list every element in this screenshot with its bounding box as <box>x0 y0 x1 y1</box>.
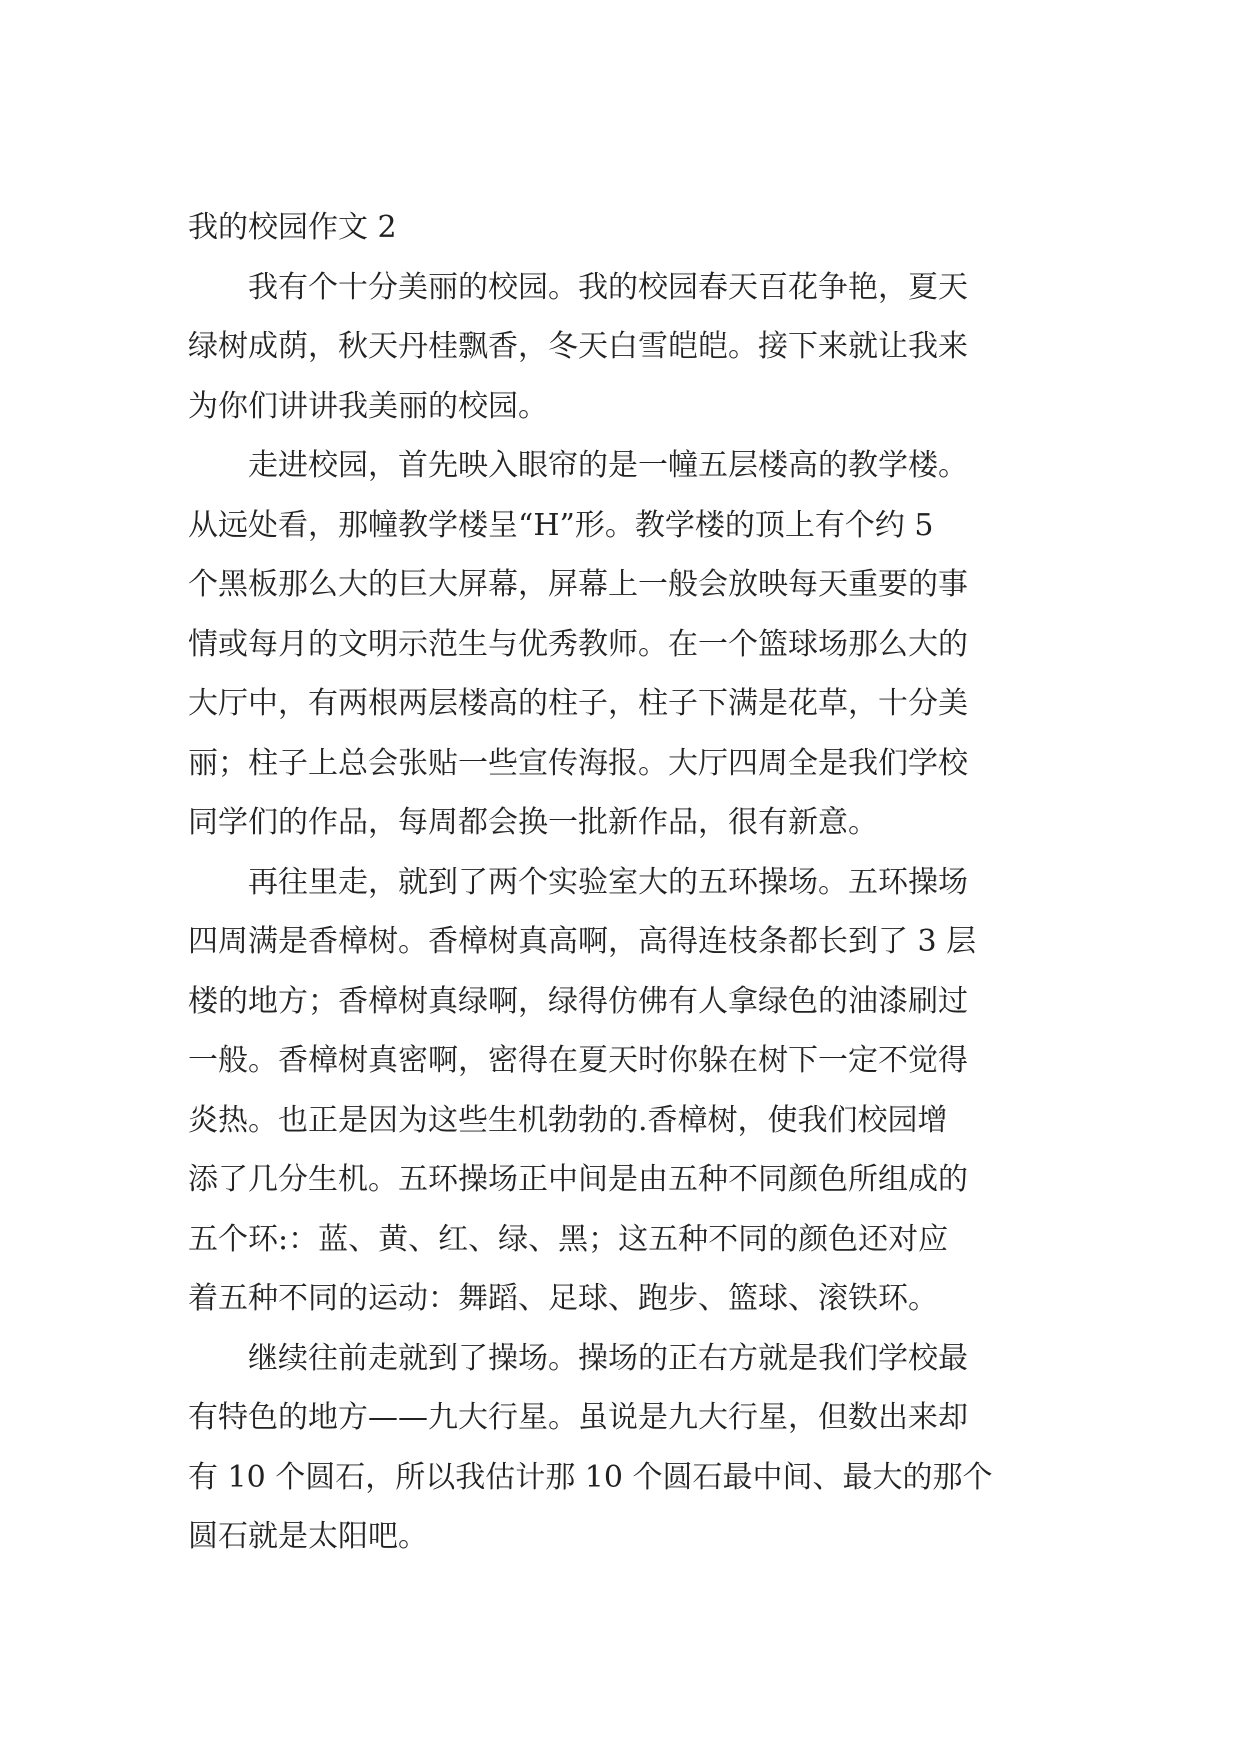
paragraph-2 <box>188 436 1050 853</box>
essay-title: 我的校园作文 2 <box>188 210 397 245</box>
essay-body <box>188 198 1050 1567</box>
text-line: 楼的地方；香樟树真绿啊，绿得仿佛有人拿绿色的油漆刷过 <box>188 983 968 1019</box>
text-line: 一般。香樟树真密啊，密得在夏天时你躲在树下一定不觉得 <box>188 1043 968 1078</box>
text-line: 我有个十分美丽的校园。我的校园春天百花争艳，夏天 <box>248 269 968 305</box>
text-line: 有特色的地方——九大行星。虽说是九大行星，但数出来却 <box>188 1400 968 1435</box>
paragraph-4 <box>188 1329 1050 1567</box>
text-line: 绿树成荫，秋天丹桂飘香，冬天白雪皑皑。接下来就让我来 <box>188 329 968 364</box>
text-line: 继续往前走就到了操场。操场的正右方就是我们学校最 <box>248 1340 968 1376</box>
paragraph-1 <box>188 258 1050 437</box>
text-line: 五个环:：蓝、黄、红、绿、黑；这五种不同的颜色还对应 <box>188 1221 949 1257</box>
text-line: 大厅中，有两根两层楼高的柱子，柱子下满是花草，十分美 <box>188 686 968 721</box>
text-line: 有 10 个圆石，所以我估计那 10 个圆石最中间、最大的那个 <box>188 1459 993 1495</box>
text-line: 再往里走，就到了两个实验室大的五环操场。五环操场 <box>248 864 968 900</box>
text-line: 炎热。也正是因为这些生机勃勃的.香樟树，使我们校园增 <box>188 1102 948 1138</box>
text-line: 个黑板那么大的巨大屏幕，屏幕上一般会放映每天重要的事 <box>188 567 968 602</box>
text-line: 同学们的作品，每周都会换一批新作品，很有新意。 <box>188 805 878 840</box>
text-line: 丽；柱子上总会张贴一些宣传海报。大厅四周全是我们学校 <box>188 745 968 781</box>
text-line: 四周满是香樟树。香樟树真高啊，高得连枝条都长到了 3 层 <box>188 924 977 959</box>
text-line: 着五种不同的运动：舞蹈、足球、跑步、篮球、滚铁环。 <box>188 1281 938 1316</box>
text-line: 情或每月的文明示范生与优秀教师。在一个篮球场那么大的 <box>188 626 968 662</box>
text-line: 添了几分生机。五环操场正中间是由五种不同颜色所组成的 <box>188 1162 968 1197</box>
text-line: 为你们讲讲我美丽的校园。 <box>188 388 548 424</box>
text-line: 圆石就是太阳吧。 <box>188 1519 428 1554</box>
text-line: 走进校园，首先映入眼帘的是一幢五层楼高的教学楼。 <box>248 448 968 483</box>
text-line: 从远处看，那幢教学楼呈“H”形。教学楼的顶上有个约 5 <box>188 507 934 543</box>
paragraph-3 <box>188 853 1050 1329</box>
